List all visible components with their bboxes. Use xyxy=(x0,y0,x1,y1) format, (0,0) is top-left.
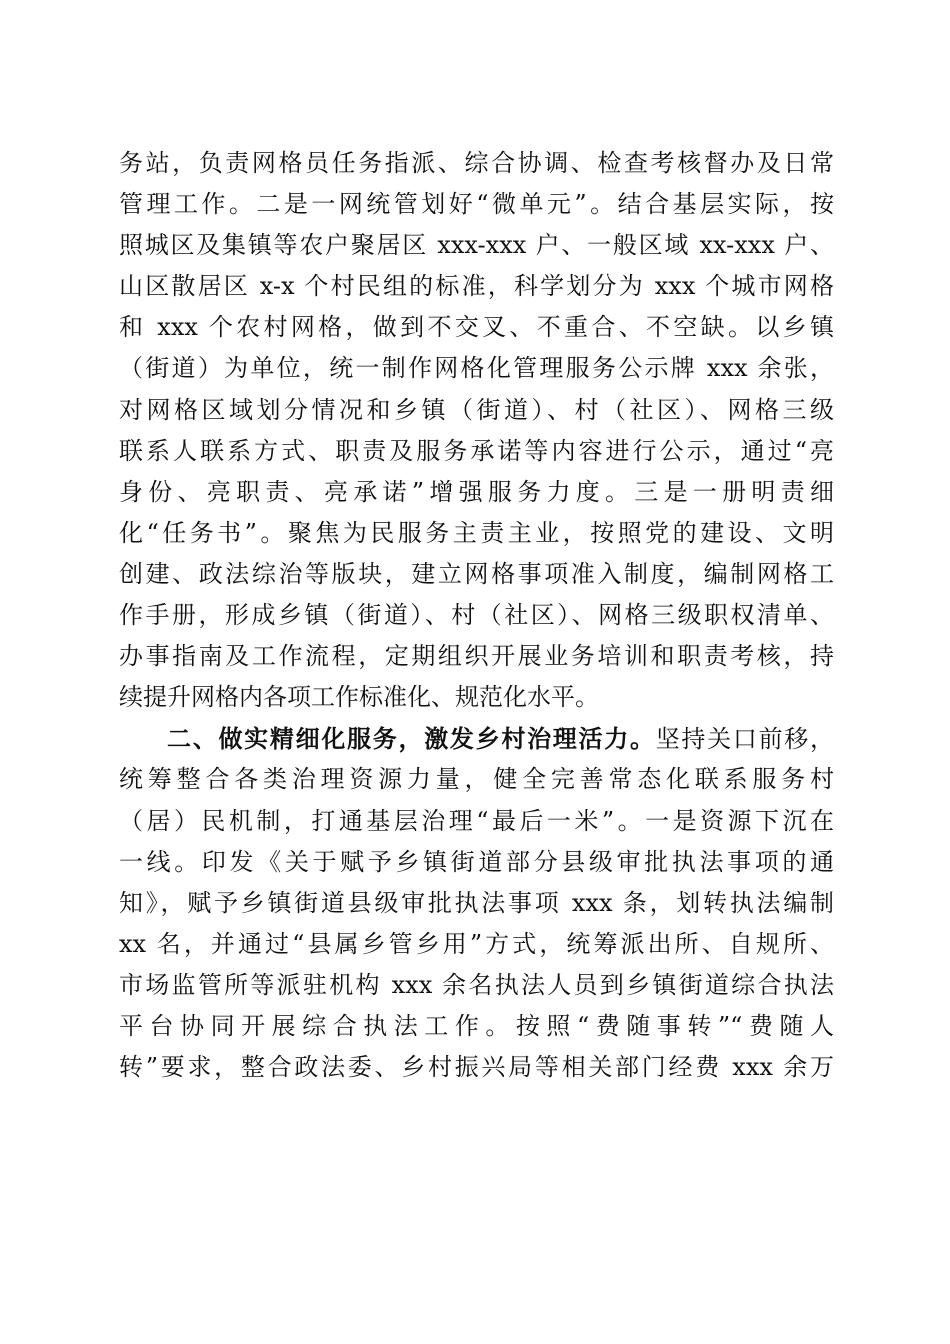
text-line: 照城区及集镇等农户聚居区 xxx-xxx 户、一般区域 xx-xxx 户、 xyxy=(119,231,834,260)
text-line: 和 xxx 个农村网格，做到不交叉、不重合、不空缺。以乡镇 xyxy=(119,313,834,342)
section-heading-line xyxy=(119,718,834,759)
text-line: 联系人联系方式、职责及服务承诺等内容进行公示，通过“亮 xyxy=(119,436,834,465)
section-heading: 二、做实精细化服务，激发乡村治理活力。 xyxy=(167,724,656,754)
text-line: （居）民机制，打通基层治理“最后一米”。一是资源下沉在 xyxy=(119,806,834,835)
text-line: 统筹整合各类治理资源力量，健全完善常态化联系服务村 xyxy=(119,765,834,794)
section-heading-continuation: 坚持关口前移， xyxy=(655,725,835,754)
text-line: 办事指南及工作流程，定期组织开展业务培训和职责考核，持 xyxy=(119,642,834,671)
text-line: 平台协同开展综合执法工作。按照“费随事转”“费随人 xyxy=(119,1011,834,1040)
text-line: 转”要求，整合政法委、乡村振兴局等相关部门经费 xxx 余万 xyxy=(119,1053,834,1082)
text-line: 管理工作。二是一网统管划好“微单元”。结合基层实际，按 xyxy=(119,190,834,219)
text-line: 身份、亮职责、亮承诺”增强服务力度。三是一册明责细 xyxy=(119,477,834,506)
text-line: 化“任务书”。聚焦为民服务主责主业，按照党的建设、文明 xyxy=(119,518,834,547)
text-line: 对网格区域划分情况和乡镇（街道）、村（社区）、网格三级 xyxy=(119,395,834,424)
text-line: 市场监管所等派驻机构 xxx 余名执法人员到乡镇街道综合执法 xyxy=(119,970,834,999)
text-line: 知》，赋予乡镇街道县级审批执法事项 xxx 条，划转执法编制 xyxy=(119,888,834,917)
text-line: 作手册，形成乡镇（街道）、村（社区）、网格三级职权清单、 xyxy=(119,601,834,630)
document-body xyxy=(119,143,834,1088)
text-line: 山区散居区 x-x 个村民组的标准，科学划分为 xxx 个城市网格 xyxy=(119,272,834,301)
text-line: 一线。印发《关于赋予乡镇街道部分县级审批执法事项的通 xyxy=(119,847,834,876)
text-line: 续提升网格内各项工作标准化、规范化水平。 xyxy=(119,683,599,712)
text-line: xx 名，并通过“县属乡管乡用”方式，统筹派出所、自规所、 xyxy=(119,929,834,958)
text-line: （街道）为单位，统一制作网格化管理服务公示牌 xxx 余张， xyxy=(119,354,834,383)
text-line: 创建、政法综治等版块，建立网格事项准入制度，编制网格工 xyxy=(119,559,834,588)
text-line: 务站，负责网格员任务指派、综合协调、检查考核督办及日常 xyxy=(119,149,834,177)
